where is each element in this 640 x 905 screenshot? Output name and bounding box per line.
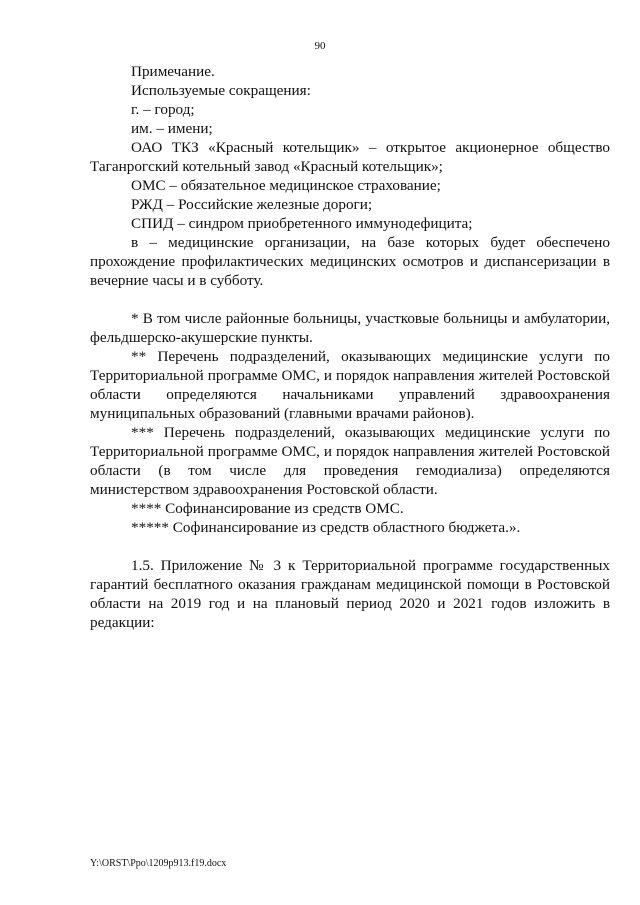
page-number: 90 xyxy=(314,40,326,52)
paragraph-gap xyxy=(90,290,610,309)
note-heading: Примечание. xyxy=(131,63,215,80)
footnote: * В том числе районные больницы, участковые больницы и амбулатории, фельдшерско-акушерские пункты. xyxy=(90,310,610,346)
footer-file-path: Y:\ORST\Ppo\1209p913.f19.docx xyxy=(90,858,227,869)
document-body xyxy=(90,62,610,632)
footnote: *** Перечень подразделений, оказывающих медицинские услуги по Территориальной программе ОМС, и порядок направления жителей Ростовской области (в том числе для проведения гемодиализа) определяются министерством здравоохранения Ростовской области. xyxy=(90,424,610,498)
footnote: ***** Софинансирование из средств областного бюджета.». xyxy=(131,519,521,536)
abbreviation-item: ОМС – обязательное медицинское страхование; xyxy=(131,177,441,194)
abbreviation-item: г. – город; xyxy=(131,101,195,118)
abbreviation-item: СПИД – синдром приобретенного иммунодефицита; xyxy=(131,215,473,232)
footnote: **** Софинансирование из средств ОМС. xyxy=(131,500,404,517)
abbreviation-item: им. – имени; xyxy=(131,120,213,137)
abbreviation-item: РЖД – Российские железные дороги; xyxy=(131,196,373,213)
abbreviations-heading: Используемые сокращения: xyxy=(131,82,311,99)
abbreviation-item: ОАО ТКЗ «Красный котельщик» – открытое акционерное общество Таганрогский котельный завод «Красный котельщик»; xyxy=(90,139,610,175)
footnote: ** Перечень подразделений, оказывающих медицинские услуги по Территориальной программе ОМС, и порядок направления жителей Ростовской области определяются начальниками управлений здравоохранения муниципальных образований (главными врачами районов). xyxy=(90,348,610,422)
abbreviation-item: в – медицинские организации, на базе которых будет обеспечено прохождение профилактических медицинских осмотров и диспансеризации в вечерние часы и в субботу. xyxy=(90,234,610,289)
paragraph-gap xyxy=(90,537,610,556)
clause-paragraph: 1.5. Приложение № 3 к Территориальной программе государственных гарантий бесплатного оказания гражданам медицинской помощи в Ростовской области на 2019 год и на плановый период 2020 и 2021 годов изложить в редакции: xyxy=(90,557,610,631)
